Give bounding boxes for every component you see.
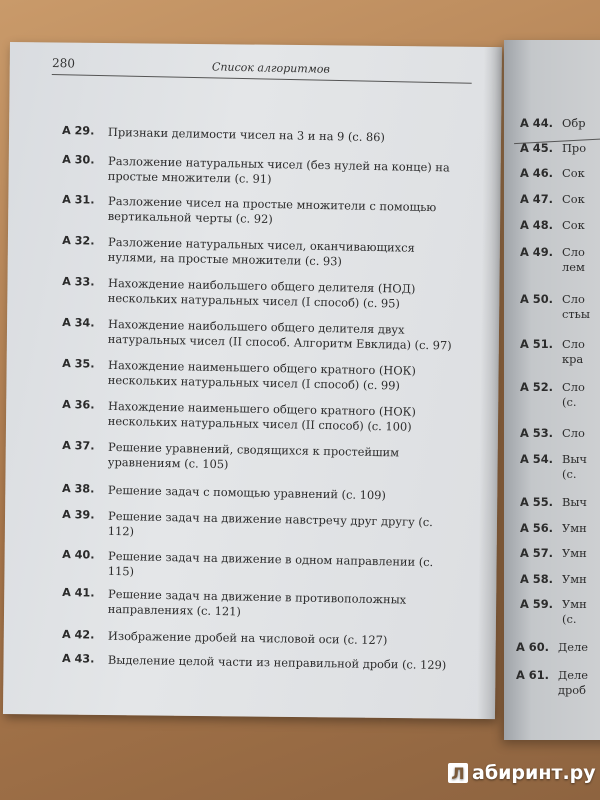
- entry-title: Нахождение наибольшего общего делителя (НОД) нескольких натуральных чисел (I способ) (с. 95): [107, 275, 416, 310]
- entry-title: Деле дроб: [558, 668, 588, 697]
- list-item: [520, 426, 600, 441]
- entry-title: Нахождение наименьшего общего кратного (НОК) нескольких натуральных чисел (I способ) (с. 99): [107, 357, 417, 392]
- list-item: [520, 572, 600, 587]
- entry-code: А 60.: [516, 640, 549, 654]
- list-item: [520, 452, 600, 481]
- entry-title: Сок: [562, 166, 585, 180]
- list-item: [520, 245, 600, 274]
- entry-title: Изображение дробей на числовой оси (с. 127): [107, 628, 388, 648]
- entry-title: Выделение целой части из неправильной дроби (с. 129): [107, 652, 447, 673]
- list-item: [520, 597, 600, 626]
- entry-code: А 42.: [61, 628, 95, 642]
- entry-title: Про: [562, 141, 587, 155]
- entry-code: А 39.: [62, 508, 95, 522]
- entry-title: Сок: [562, 192, 585, 206]
- entry-code: А 57.: [520, 546, 553, 560]
- entry-code: А 58.: [520, 572, 553, 586]
- entry-code: А 46.: [520, 166, 553, 180]
- list-item: [516, 668, 600, 697]
- entry-title: Разложение чисел на простые множители с помощью вертикальной черты (с. 92): [107, 193, 437, 226]
- list-item: [520, 192, 600, 207]
- watermark-text: абиринт.ру: [472, 762, 596, 784]
- entry-code: А 40.: [62, 548, 95, 562]
- entry-title: Выч (с.: [562, 452, 587, 481]
- entry-title: Умн: [562, 521, 587, 535]
- entry-title: Сло (с.: [562, 380, 585, 409]
- right-page-content: [512, 40, 600, 740]
- entry-code: А 34.: [62, 316, 95, 330]
- entry-code: А 56.: [520, 521, 553, 535]
- list-item: [520, 166, 600, 181]
- entry-code: А 51.: [520, 337, 553, 351]
- entry-code: А 48.: [520, 218, 553, 232]
- list-item: [520, 495, 600, 510]
- entry-code: А 55.: [520, 495, 553, 509]
- entry-title: Умн (с.: [562, 597, 587, 626]
- entry-title: Сок: [562, 218, 585, 232]
- entry-code: А 54.: [520, 452, 553, 466]
- entry-title: Признаки делимости чисел на 3 и на 9 (с. 86): [107, 124, 386, 145]
- entry-code: А 49.: [520, 245, 553, 259]
- entry-title: Решение уравнений, сводящихся к простейшим уравнениям (с. 105): [107, 439, 400, 471]
- entry-code: А 32.: [62, 234, 95, 248]
- list-item: [520, 292, 600, 321]
- entry-title: Сло лем: [562, 245, 585, 274]
- entry-code: А 31.: [62, 193, 95, 207]
- entry-code: А 59.: [520, 597, 553, 611]
- entry-code: А 53.: [520, 426, 553, 440]
- page-number: 280: [51, 56, 76, 71]
- entry-code: А 50.: [520, 292, 553, 306]
- entry-title: Деле: [558, 640, 588, 654]
- entry-code: А 41.: [62, 586, 95, 600]
- entry-title: Решение задач на движение в одном направлении (с. 115): [107, 548, 434, 578]
- entry-title: Нахождение наименьшего общего кратного (НОК) нескольких натуральных чисел (II способ) (с. 100): [107, 398, 417, 434]
- entry-code: А 37.: [62, 439, 95, 453]
- entry-title: Умн: [562, 572, 587, 586]
- entry-code: А 30.: [62, 153, 95, 167]
- entry-code: А 38.: [61, 482, 95, 496]
- watermark: [448, 762, 596, 784]
- entry-title: Обр: [562, 116, 586, 130]
- entry-code: А 35.: [62, 357, 95, 371]
- list-item: [520, 141, 600, 156]
- list-item: [520, 218, 600, 233]
- list-item: [520, 521, 600, 536]
- entry-title: Решение задач на движение навстречу друг другу (с. 112): [107, 508, 433, 538]
- entry-title: Решение задач с помощью уравнений (с. 109): [107, 482, 387, 503]
- entry-title: Сло: [562, 426, 585, 440]
- entry-code: А 33.: [62, 275, 95, 289]
- list-item: [520, 380, 600, 409]
- entry-title: Умн: [562, 546, 587, 560]
- list-item: [516, 640, 600, 655]
- entry-code: А 61.: [516, 668, 549, 682]
- entry-code: А 47.: [520, 192, 553, 206]
- entry-title: Разложение натуральных чисел (без нулей на конце) на простые множители (с. 91): [107, 153, 450, 186]
- entry-title: Нахождение наибольшего общего делителя двух натуральных чисел (II способ. Алгоритм Евклида) (с. 97): [107, 316, 452, 352]
- list-item: [520, 116, 600, 131]
- running-title: Список алгоритмов: [211, 60, 330, 76]
- list-item: [520, 337, 600, 366]
- entry-title: Выч: [562, 495, 587, 509]
- entry-title: Разложение натуральных чисел, оканчивающихся нулями, на простые множители (с. 93): [107, 234, 415, 268]
- entry-code: А 52.: [520, 380, 553, 394]
- entry-code: А 43.: [61, 652, 95, 666]
- labirint-logo-icon: Л: [448, 763, 468, 783]
- entry-title: Сло кра: [562, 337, 585, 366]
- list-item: [520, 546, 600, 561]
- entry-code: А 29.: [61, 124, 95, 138]
- entry-title: Решение задач на движение в противоположных направлениях (с. 121): [107, 586, 407, 618]
- entry-title: Сло стьы: [562, 292, 590, 321]
- entry-code: А 36.: [62, 398, 95, 412]
- entry-code: А 45.: [520, 141, 553, 155]
- entry-code: А 44.: [520, 116, 553, 130]
